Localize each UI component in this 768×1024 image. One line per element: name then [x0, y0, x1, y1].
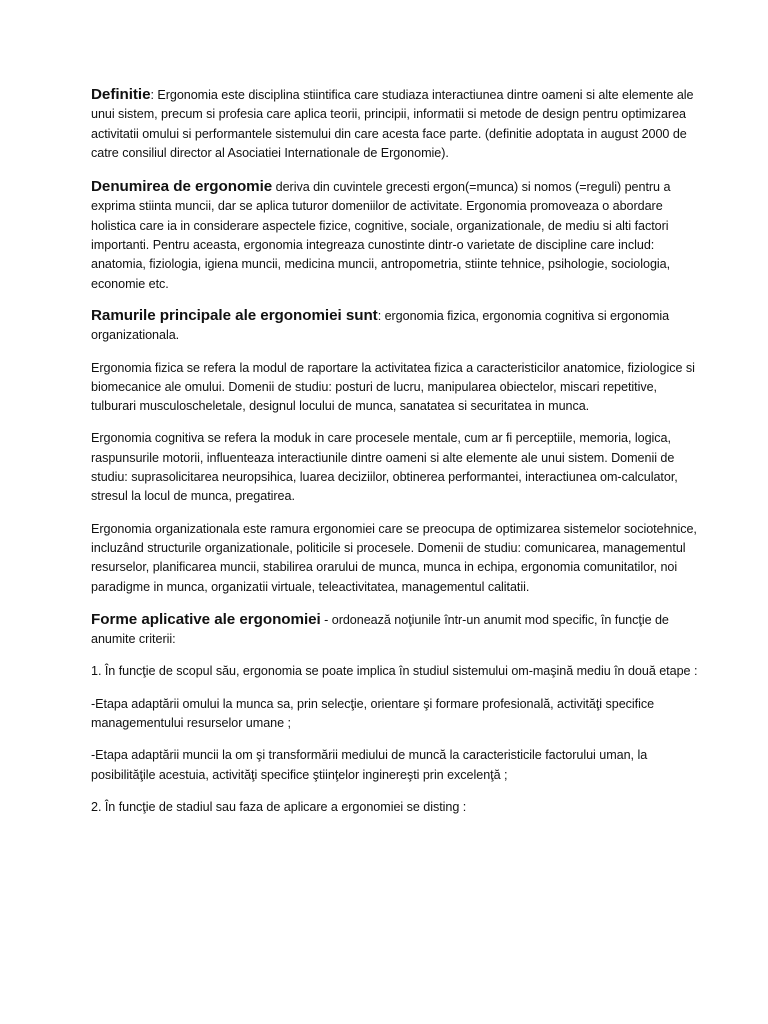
naming-paragraph	[91, 177, 703, 294]
organizational-ergonomics-paragraph: Ergonomia organizationala este ramura ergonomiei care se preocupa de optimizarea sistemelor sociotehnice, incluzând structurile organizationale, politicile si procesele. Domenii de studiu: comunicarea, managementul resurselor, planificarea muncii, stabilirea orarului de munca, munca in echipa, ergonomia comunitatilor, noi paradigme in munca, organizatii virtuale, teleactivitatea, managementul calitatii.	[91, 521, 697, 594]
applied-forms-paragraph	[91, 610, 703, 650]
definition-text: Ergonomia este disciplina stiintifica care studiaza interactiunea dintre oameni si alte elemente ale unui sistem, precum si profesia care aplica teorii, principii, informatii si metode de design pentru optimizarea activitatii omului si performantele sistemului din care acesta face parte. (definitie adoptata in august 2000 de catre consiliul director al Asociatiei Internationale de Ergonomie).	[91, 88, 694, 160]
naming-text: deriva din cuvintele grecesti ergon(=munca) si nomos (=reguli) pentru a exprima stiinta muncii, dar se aplica tuturor domeniilor de activitate. Ergonomia promoveaza o abordare holistica care ia in considerare aspectele fizice, cognitive, sociale, organizationale, de mediu si alti factori importanti. Pentru aceasta, ergonomia integreaza cunostinte dintr-o varietate de discipline care includ: anatomia, fiziologia, igiena muncii, medicina muncii, antropometria, stiinte tehnice, psihologie, sociologia, economie etc.	[91, 180, 671, 291]
branches-heading: Ramurile principale ale ergonomiei sunt	[91, 306, 378, 324]
cognitive-ergonomics-paragraph: Ergonomia cognitiva se refera la moduk in care procesele mentale, cum ar fi perceptiile, memoria, logica, raspunsurile motorii, influenteaza interactiunile dintre oameni si alte elemente ale unui sistem. Domenii de studiu: suprasolicitarea neuropsihica, luarea deciziilor, obtinerea performantei, interactiunea om-calculator, stresul la locul de munca, pregatirea.	[91, 431, 678, 504]
branches-text: ergonomia fizica, ergonomia cognitiva si ergonomia organizationala.	[91, 308, 670, 343]
document-page	[91, 85, 703, 830]
stage-item-1: -Etapa adaptării omului la munca sa, prin selecţie, orientare şi formare profesională, activităţi specifice managementului resurselor umane ;	[91, 696, 655, 731]
branches-colon: :	[377, 308, 382, 323]
applied-forms-text: - ordonează noţiunile într-un anumit mod specific, în funcţie de anumite criterii:	[91, 612, 669, 647]
physical-ergonomics-paragraph: Ergonomia fizica se refera la modul de raportare la activitatea fizica a caracteristicilor anatomice, fiziologice si biomecanice ale omului. Domenii de studiu: posturi de lucru, manipularea obiectelor, miscari repetitive, tulburari musculoscheletale, designul locului de munca, sanatatea si securitatea in munca.	[91, 360, 695, 414]
stage-item-2: -Etapa adaptării muncii la om şi transformării mediului de muncă la caracteristicile factorului uman, la posibilităţile acestuia, activităţi specifice ştiinţelor inginereşti prin excelenţă ;	[91, 748, 648, 782]
naming-heading: Denumirea de ergonomie	[91, 178, 273, 196]
definition-heading: Definitie	[91, 86, 151, 103]
definition-paragraph	[91, 85, 703, 163]
branches-paragraph	[91, 306, 703, 346]
definition-colon: :	[150, 88, 154, 102]
numbered-item-1: 1. În funcţie de scopul său, ergonomia se poate implica în studiul sistemului om-maşină mediu în două etape :	[91, 664, 698, 679]
applied-forms-heading: Forme aplicative ale ergonomiei	[91, 610, 321, 628]
numbered-item-2: 2. În funcţie de stadiul sau faza de aplicare a ergonomiei se disting :	[91, 799, 467, 814]
